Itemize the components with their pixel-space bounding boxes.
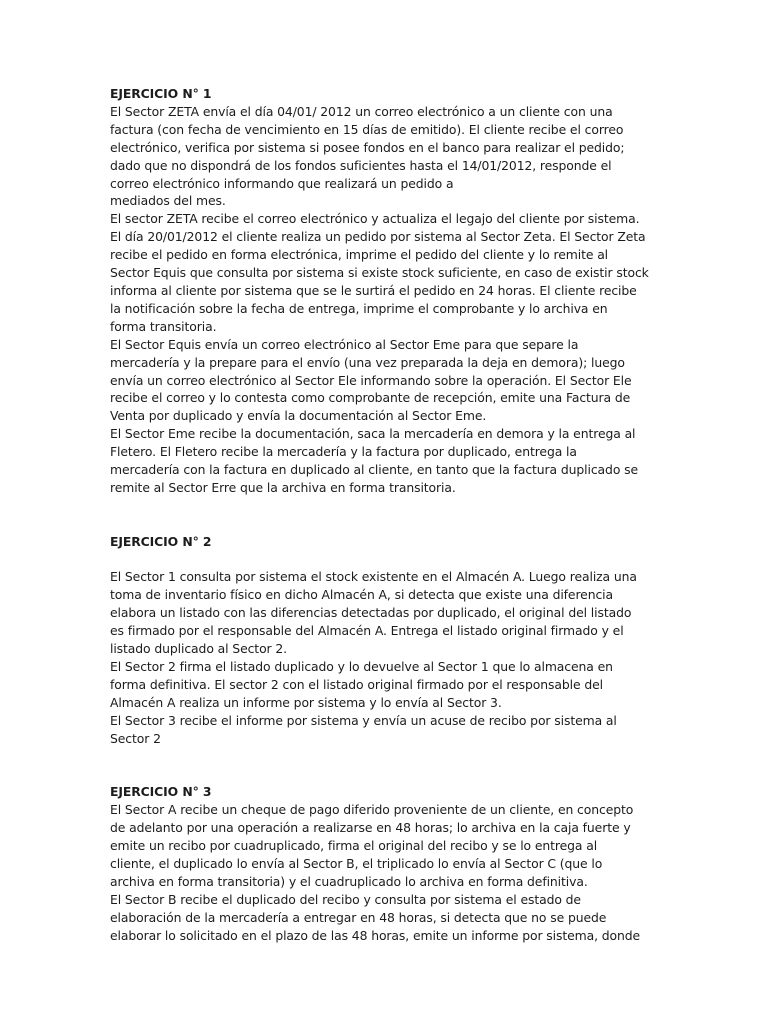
paragraph-line: Almacén A realiza un informe por sistema y lo envía al Sector 3. [110,694,502,710]
paragraph-line: remite al Sector Erre que la archiva en forma transitoria. [110,479,456,495]
paragraph-line: El Sector B recibe el duplicado del recibo y consulta por sistema el estado de [110,891,581,907]
paragraph-line: El Sector ZETA envía el día 04/01/ 2012 un correo electrónico a un cliente con una [110,103,613,119]
paragraph-line: mercadería con la factura en duplicado al cliente, en tanto que la factura duplicado se [110,462,639,478]
paragraph-line: informa al cliente por sistema que se le surtirá el pedido en 24 horas. El cliente recibe [110,282,637,298]
paragraph-line: dado que no dispondrá de los fondos suficientes hasta el 14/01/2012, responde el [110,157,612,173]
paragraph-line: elabora un listado con las diferencias detectadas por duplicado, el original del listado [110,605,632,621]
spacer [110,497,658,533]
paragraph-line: emite un recibo por cuadruplicado, firma el original del recibo y se lo entrega al [110,838,598,854]
paragraph-line: toma de inventario físico en dicho Almacén A, si detecta que existe una diferencia [110,587,614,603]
paragraph-line: El Sector Eme recibe la documentación, saca la mercadería en demora y la entrega al [110,426,636,442]
spacer [110,551,658,569]
paragraph-line: Fletero. El Fletero recibe la mercadería y la factura por duplicado, entrega la [110,444,577,460]
paragraph-line: la notificación sobre la fecha de entrega, imprime el comprobante y lo archiva en [110,300,608,316]
paragraph-line: Venta por duplicado y envía la documentación al Sector Eme. [110,408,487,424]
paragraph-line: mediados del mes. [110,193,226,209]
paragraph-line: El Sector Equis envía un correo electrónico al Sector Eme para que separe la [110,336,579,352]
paragraph-line: Sector 2 [110,730,161,746]
paragraph-line: forma definitiva. El sector 2 con el listado original firmado por el responsable del [110,676,603,692]
paragraph-line: El sector ZETA recibe el correo electrónico y actualiza el legajo del cliente por sistema. [110,211,640,227]
paragraph-line: El Sector 1 consulta por sistema el stock existente en el Almacén A. Luego realiza una [110,569,637,585]
paragraph-line: Sector Equis que consulta por sistema si existe stock suficiente, en caso de existir stock [110,265,649,281]
paragraph-line: recibe el pedido en forma electrónica, imprime el pedido del cliente y lo remite al [110,247,609,263]
paragraph-line: El Sector 3 recibe el informe por sistema y envía un acuse de recibo por sistema al [110,712,617,728]
exercise-title: EJERCICIO N° 3 [110,784,212,800]
paragraph-line: envía un correo electrónico al Sector Ele informando sobre la operación. El Sector Ele [110,372,632,388]
paragraph-line: elaboración de la mercadería a entregar en 48 horas, si detecta que no se puede [110,909,607,925]
paragraph-line: correo electrónico informando que realizará un pedido a [110,175,454,191]
paragraph-line: listado duplicado al Sector 2. [110,641,288,657]
paragraph-line: El Sector 2 firma el listado duplicado y lo devuelve al Sector 1 que lo almacena en [110,658,613,674]
exercise-3 [110,783,658,944]
paragraph-line: mercadería y la prepare para el envío (una vez preparada la deja en demora); luego [110,354,625,370]
paragraph-line: electrónico, verifica por sistema si posee fondos en el banco para realizar el pedido; [110,139,625,155]
paragraph-line: es firmado por el responsable del Almacén A. Entrega el listado original firmado y el [110,623,624,639]
paragraph-line: El Sector A recibe un cheque de pago diferido proveniente de un cliente, en concepto [110,802,634,818]
paragraph-line: El día 20/01/2012 el cliente realiza un pedido por sistema al Sector Zeta. El Sector Zeta [110,229,646,245]
paragraph-line: forma transitoria. [110,318,217,334]
paragraph-line: de adelanto por una operación a realizarse en 48 horas; lo archiva en la caja fuerte y [110,820,631,836]
paragraph-line: recibe el correo y lo contesta como comprobante de recepción, emite una Factura de [110,390,631,406]
paragraph-line: factura (con fecha de vencimiento en 15 días de emitido). El cliente recibe el correo [110,121,624,137]
exercise-title: EJERCICIO N° 2 [110,533,212,549]
paragraph-line: elaborar lo solicitado en el plazo de las 48 horas, emite un informe por sistema, donde [110,927,641,943]
document-page [110,85,658,944]
exercise-title: EJERCICIO N° 1 [110,86,212,101]
paragraph-line: archiva en forma transitoria) y el cuadruplicado lo archiva en forma definitiva. [110,873,588,889]
exercise-2 [110,533,658,748]
paragraph-line: cliente, el duplicado lo envía al Sector B, el triplicado lo envía al Sector C (que lo [110,855,603,871]
spacer [110,748,658,784]
exercise-1 [110,85,658,497]
